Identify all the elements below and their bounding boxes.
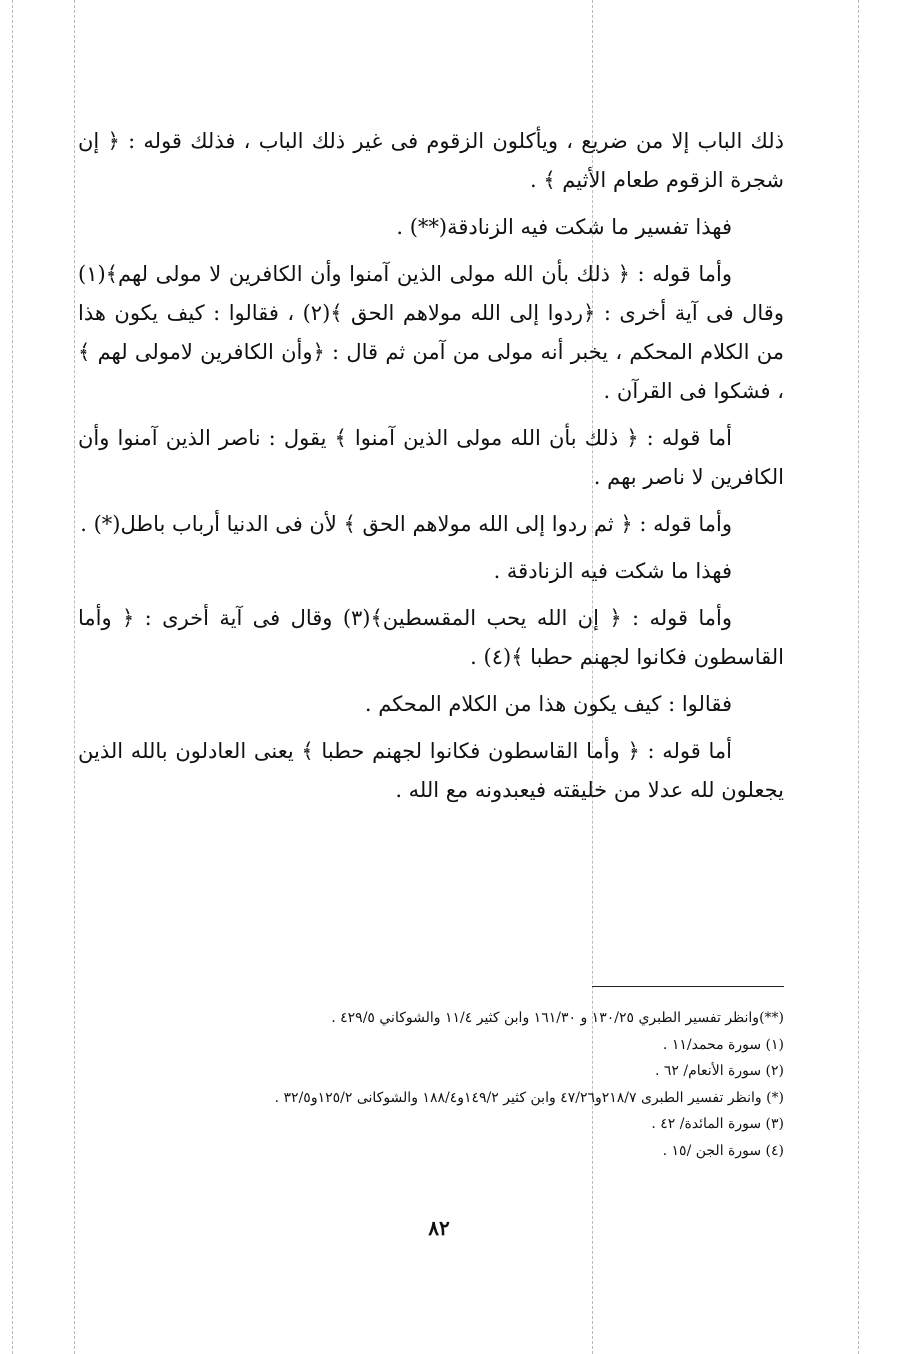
footnotes [90,1005,784,1164]
footnote-separator [592,986,784,987]
paragraph: فهذا تفسير ما شكت فيه الزنادقة(**) . [396,215,732,239]
paragraph: وأما قوله : ﴿ إن الله يحب المقسطين﴾(٣) وقال فى آية أخرى : ﴿ وأما القاسطون فكانوا لجهنم حطبا ﴾(٤) . [78,606,784,669]
paragraph: فهذا ما شكت فيه الزنادقة . [493,559,732,583]
paragraph: أما قوله : ﴿ ذلك بأن الله مولى الذين آمنوا ﴾ يقول : ناصر الذين آمنوا وأن الكافرين لا ناصر بهم . [78,426,784,489]
scan-guide-line [74,0,75,1354]
footnote: (٤) سورة الجن /١٥ . [662,1142,784,1159]
paragraph: ذلك الباب إلا من ضريع ، ويأكلون الزقوم فى غير ذلك الباب ، فذلك قوله : ﴿ إن شجرة الزقوم طعام الأثيم ﴾ . [78,129,784,192]
page-number: ٨٢ [428,1216,450,1240]
footnote: (٢) سورة الأنعام/ ٦٢ . [655,1063,784,1079]
page-body [78,122,784,818]
paragraph: فقالوا : كيف يكون هذا من الكلام المحكم . [364,692,732,716]
footnote: (*) وانظر تفسير الطبرى ٢١٨/٧و٤٧/٢٦ وابن كثير ١٤٩/٢و١٨٨/٤ والشوكانى ١٢٥/٢و٣٢/٥ . [274,1089,784,1106]
paragraph: أما قوله : ﴿ وأما القاسطون فكانوا لجهنم حطبا ﴾ يعنى العادلون بالله الذين يجعلون لله عدلا من خليقته فيعبدونه مع الله . [78,739,784,802]
scan-guide-line [12,0,13,1354]
paragraph: وأما قوله : ﴿ ثم ردوا إلى الله مولاهم الحق ﴾ لأن فى الدنيا أرباب باطل(*) . [80,512,732,536]
footnote: (٣) سورة المائدة/ ٤٢ . [651,1116,784,1132]
scan-guide-line [858,0,859,1354]
paragraph: وأما قوله : ﴿ ذلك بأن الله مولى الذين آمنوا وأن الكافرين لا مولى لهم﴾(١) وقال فى آية أخرى : ﴿ردوا إلى الله مولاهم الحق ﴾(٢) ، فقالوا : كيف يكون هذا من الكلام المحكم ، يخبر أنه مولى من آمن ثم قال : ﴿وأن الكافرين لامولى لهم ﴾ ، فشكوا فى القرآن . [78,262,784,403]
footnote: (**)وانظر تفسير الطبري ١٣٠/٢٥ و ١٦١/٣٠ وابن كثير ١١/٤ والشوكاني ٤٢٩/٥ . [331,1010,784,1026]
footnote: (١) سورة محمد/١١ . [662,1036,784,1053]
